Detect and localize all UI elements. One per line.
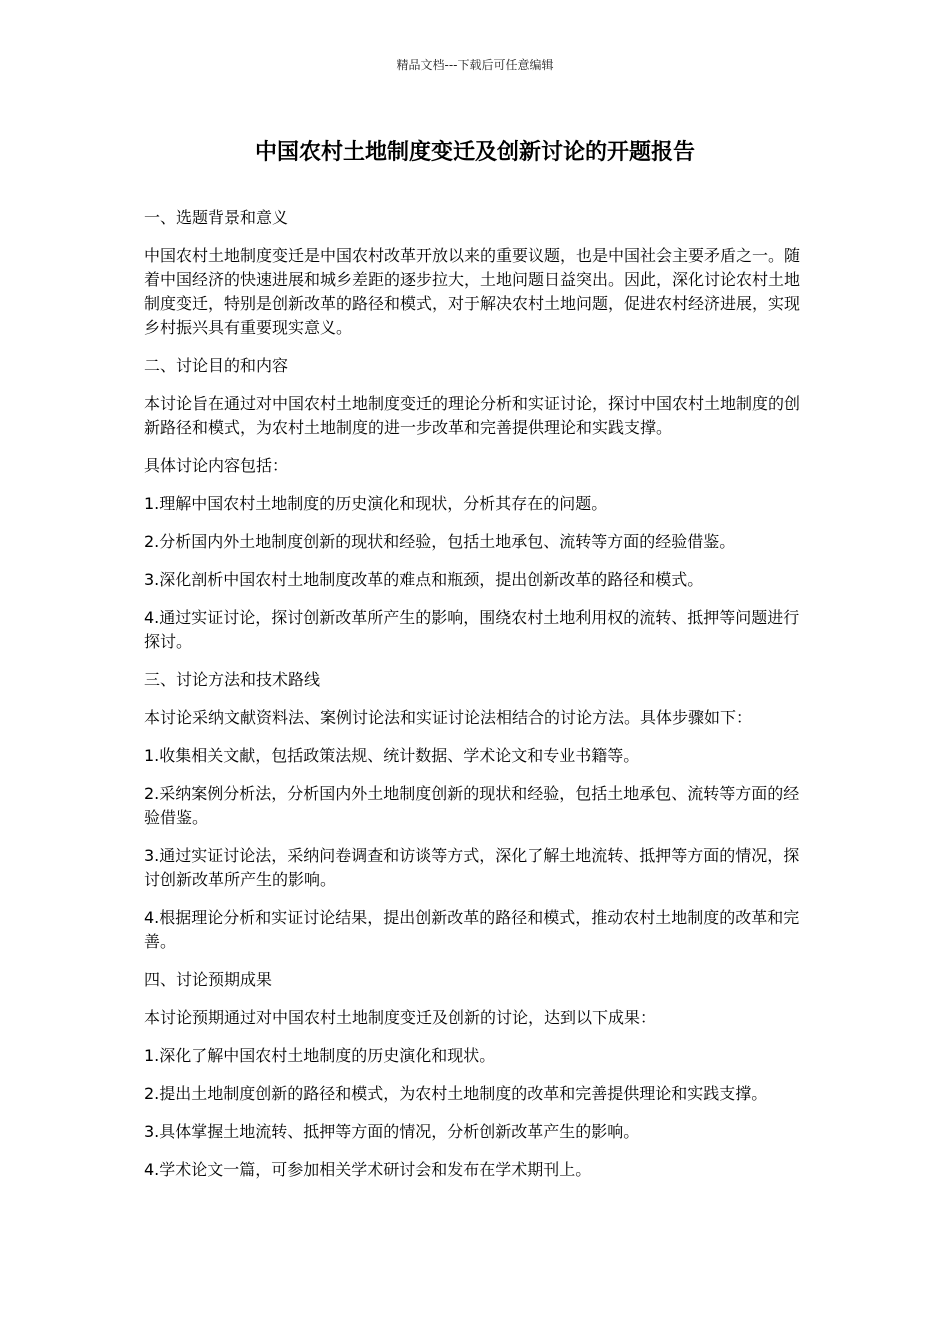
list-item: 3.具体掌握土地流转、抵押等方面的情况，分析创新改革产生的影响。 [144, 1122, 640, 1141]
list-item: 2.提出土地制度创新的路径和模式，为农村土地制度的改革和完善提供理论和实践支撑。 [144, 1084, 768, 1103]
section-heading: 一、选题背景和意义 [144, 208, 289, 227]
list-item: 2.采纳案例分析法，分析国内外土地制度创新的现状和经验，包括土地承包、流转等方面的经验借鉴。 [144, 784, 800, 827]
document-body [144, 206, 809, 1196]
section-paragraph: 中国农村土地制度变迁是中国农村改革开放以来的重要议题，也是中国社会主要矛盾之一。随着中国经济的快速进展和城乡差距的逐步拉大，土地问题日益突出。因此，深化讨论农村土地制度变迁，特别是创新改革的路径和模式，对于解决农村土地问题，促进农村经济进展，实现乡村振兴具有重要现实意义。 [144, 246, 801, 337]
section-heading: 二、讨论目的和内容 [144, 356, 289, 375]
section-heading: 三、讨论方法和技术路线 [144, 670, 321, 689]
document-title: 中国农村土地制度变迁及创新讨论的开题报告 [254, 140, 695, 165]
section-paragraph: 具体讨论内容包括： [144, 456, 289, 475]
section-paragraph: 本讨论采纳文献资料法、案例讨论法和实证讨论法相结合的讨论方法。具体步骤如下： [144, 708, 753, 727]
list-item: 4.根据理论分析和实证讨论结果，提出创新改革的路径和模式，推动农村土地制度的改革和完善。 [144, 908, 800, 951]
list-item: 3.通过实证讨论法，采纳问卷调查和访谈等方式，深化了解土地流转、抵押等方面的情况，探讨创新改革所产生的影响。 [144, 846, 800, 889]
list-item: 4.学术论文一篇，可参加相关学术研讨会和发布在学术期刊上。 [144, 1160, 592, 1179]
list-item: 1.理解中国农村土地制度的历史演化和现状，分析其存在的问题。 [144, 494, 608, 513]
section-heading: 四、讨论预期成果 [144, 970, 273, 989]
list-item: 1.收集相关文献，包括政策法规、统计数据、学术论文和专业书籍等。 [144, 746, 640, 765]
section-paragraph: 本讨论预期通过对中国农村土地制度变迁及创新的讨论，达到以下成果： [144, 1008, 657, 1027]
list-item: 1.深化了解中国农村土地制度的历史演化和现状。 [144, 1046, 496, 1065]
list-item: 3.深化剖析中国农村土地制度改革的难点和瓶颈，提出创新改革的路径和模式。 [144, 570, 704, 589]
page-header: 精品文档---下载后可任意编辑 [396, 58, 554, 72]
list-item: 4.通过实证讨论，探讨创新改革所产生的影响，围绕农村土地利用权的流转、抵押等问题进行探讨。 [144, 608, 800, 651]
list-item: 2.分析国内外土地制度创新的现状和经验，包括土地承包、流转等方面的经验借鉴。 [144, 532, 736, 551]
section-paragraph: 本讨论旨在通过对中国农村土地制度变迁的理论分析和实证讨论，探讨中国农村土地制度的创新路径和模式，为农村土地制度的进一步改革和完善提供理论和实践支撑。 [144, 394, 801, 437]
